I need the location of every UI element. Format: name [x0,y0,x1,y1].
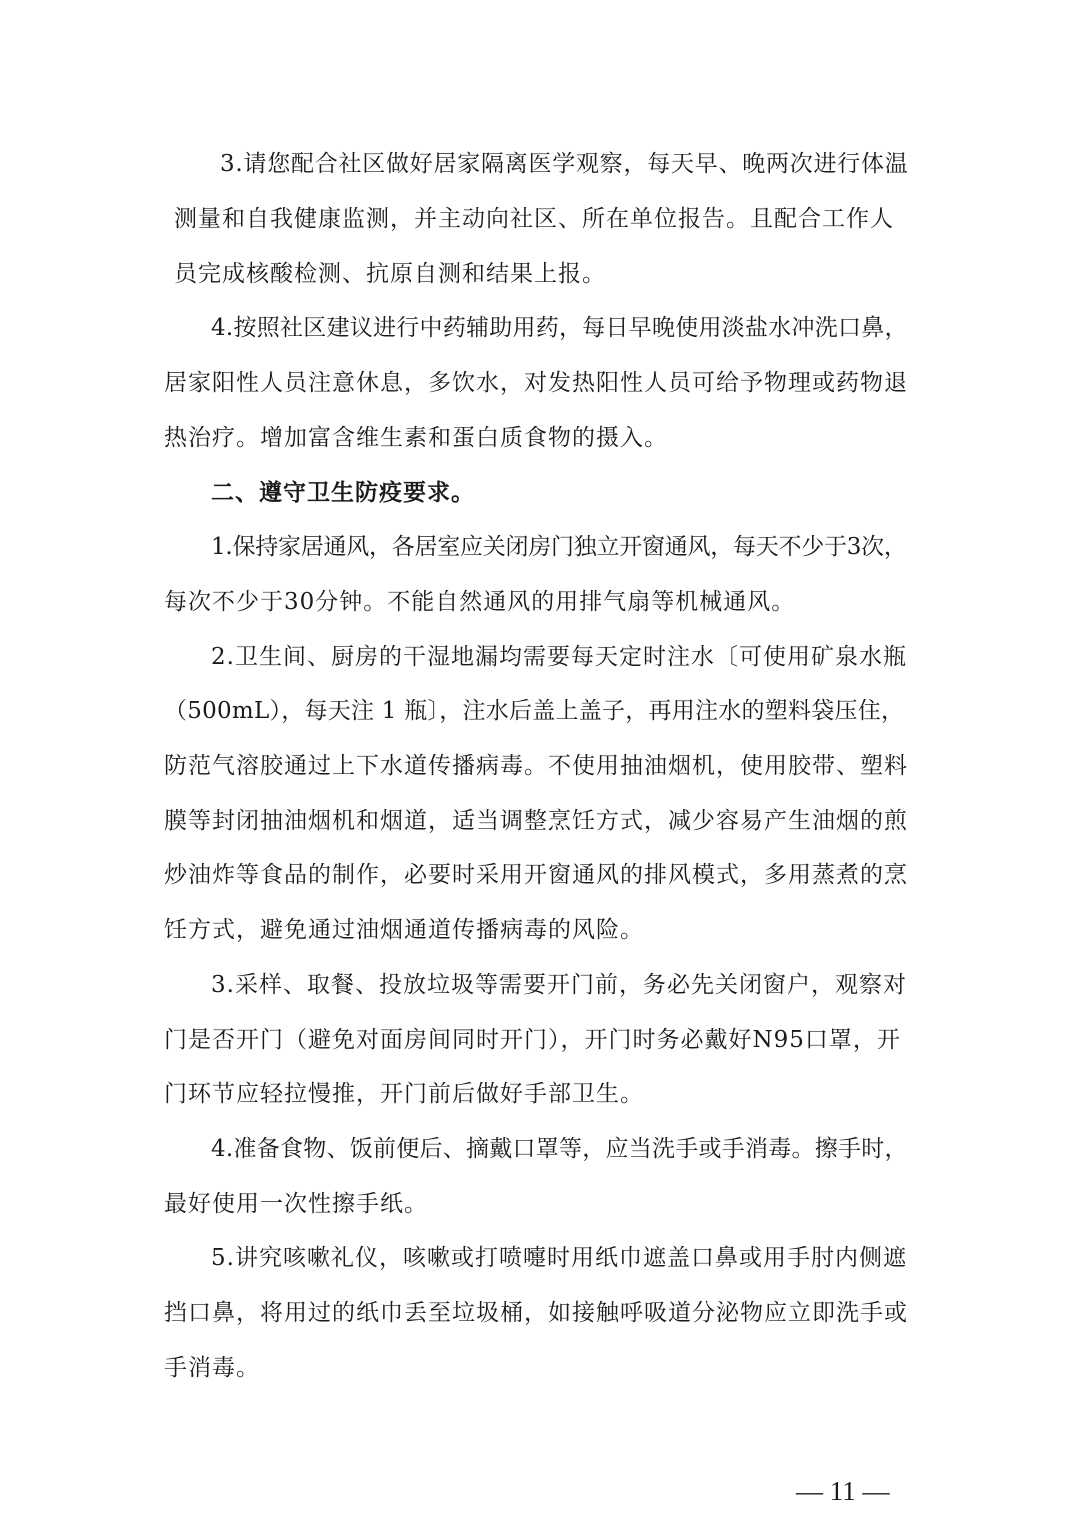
page-number: — 11 — [796,1476,890,1506]
text-line: 防范气溶胶通过上下水道传播病毒。不使用抽油烟机，使用胶带、塑料 [164,753,908,779]
text-line: 3.采样、取餐、投放垃圾等需要开门前，务必先关闭窗户，观察对 [211,972,907,998]
text-line: 饪方式，避免通过油烟通道传播病毒的风险。 [164,917,644,943]
text-line: 最好使用一次性擦手纸。 [164,1191,428,1217]
text-line: 员完成核酸检测、抗原自测和结果上报。 [174,261,606,287]
text-line: 炒油炸等食品的制作，必要时采用开窗通风的排风模式，多用蒸煮的烹 [164,862,908,888]
text-line: 门是否开门（避免对面房间同时开门），开门时务必戴好N95口罩，开 [164,1027,901,1053]
text-line: 每次不少于30分钟。不能自然通风的用排气扇等机械通风。 [164,589,796,615]
text-line: 测量和自我健康监测，并主动向社区、所在单位报告。且配合工作人 [174,206,894,232]
text-line: 2.卫生间、厨房的干湿地漏均需要每天定时注水〔可使用矿泉水瓶 [211,644,907,670]
text-line: 膜等封闭抽油烟机和烟道，适当调整烹饪方式，减少容易产生油烟的煎 [164,808,908,834]
text-line: （500mL），每天注 1 瓶〕，注水后盖上盖子，再用注水的塑料袋压住， [164,698,905,724]
text-line: 5.讲究咳嗽礼仪，咳嗽或打喷嚏时用纸巾遮盖口鼻或用手肘内侧遮 [211,1245,907,1271]
text-line: 4.准备食物、饭前便后、摘戴口罩等，应当洗手或手消毒。擦手时， [211,1136,908,1162]
text-line: 门环节应轻拉慢推，开门前后做好手部卫生。 [164,1081,644,1107]
section-heading: 二、遵守卫生防疫要求。 [211,480,475,506]
text-line: 热治疗。增加富含维生素和蛋白质食物的摄入。 [164,425,668,451]
text-line: 手消毒。 [164,1355,260,1381]
text-line: 居家阳性人员注意休息，多饮水，对发热阳性人员可给予物理或药物退 [164,370,908,396]
text-line: 4.按照社区建议进行中药辅助用药，每日早晚使用淡盐水冲洗口鼻， [211,315,908,341]
text-line: 3.请您配合社区做好居家隔离医学观察，每天早、晚两次进行体温 [220,151,909,177]
text-line: 挡口鼻，将用过的纸巾丢至垃圾桶，如接触呼吸道分泌物应立即洗手或 [164,1300,908,1326]
text-line: 1.保持家居通风，各居室应关闭房门独立开窗通风，每天不少于3次， [211,534,907,560]
